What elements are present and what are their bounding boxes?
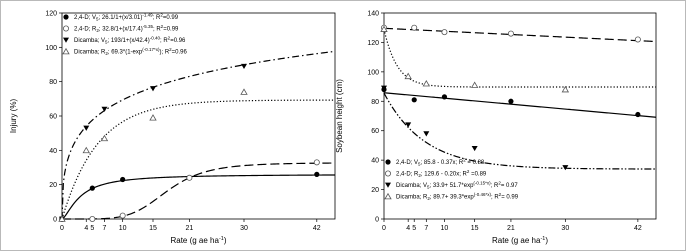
panel2-series-4-point [405, 73, 411, 78]
panel1-series-2-point [120, 213, 125, 218]
panel1-y-tick-label: 60 [49, 113, 57, 121]
panel2-x-tick-label: 42 [633, 225, 642, 232]
panel1-y-tick-label: 20 [49, 182, 57, 190]
panel1-series-1-fit-line [62, 175, 335, 219]
panel2-series-4-fit-line [384, 29, 656, 87]
charts-svg [1, 1, 686, 252]
panel2-series-2-fit-line [384, 28, 656, 41]
panel1-y-tick-label: 0 [53, 216, 57, 224]
panel1-legend-4-label: Dicamba; $R_2$; $69.3*(1-\exp^{(-0.17*x)})$; $R^2=0.96$ [74, 47, 187, 56]
panel2-y-tick-label: 140 [367, 10, 379, 18]
panel2-legend-1-label: 2,4-D; $V_5$; 85.8 - 0.37x; $R^2 = 0.88$ [396, 157, 485, 167]
panel2-legend-3-label: Dicamba; $V_5$; $33.9+ 51.7*\exp^{(-0.15*x)}$; $R^2= 0.97$ [396, 180, 518, 190]
panel2-legend-4-label: Dicamba; $R_2$; $89.7+ 39.3*\exp^{(-0.46*x)}$; $R^2= 0.99$ [396, 192, 519, 201]
panel2-x-tick-label: 0 [382, 225, 386, 232]
panel2-series-4-point [472, 82, 478, 87]
panel1-x-tick-label: 21 [185, 225, 194, 232]
panel1-series-2-point [187, 175, 192, 180]
panel2-x-tick-label: 15 [470, 225, 479, 232]
panel1-x-axis-label: Rate (g ae $ha^{-1}$) [170, 236, 227, 245]
panel2-x-tick-label: 5 [412, 225, 417, 232]
panel2-series-1-fit-line [384, 93, 656, 118]
panel1-series-2-point [90, 216, 95, 221]
panel1-y-axis-label: Injury (%) [9, 98, 18, 134]
panel2-legend-1-marker [385, 159, 390, 164]
panel1-x-tick-label: 4 [84, 225, 89, 232]
panel1-legend-2-label: 2,4-D; $R_2$; $32.8/1+(x/17.4)^{-5.35}$; $R^2=0.99$ [74, 24, 179, 33]
panel2-x-tick-label: 21 [507, 225, 515, 232]
panel2-x-axis-label: Rate (g ae $ha^{-1}$) [491, 236, 549, 245]
panel2-series-1-point [508, 99, 513, 104]
panel2-legend-2-label: 2,4-D; $R_2$; 129.6 - 0.20x; $R^2 =0.89$ [396, 169, 487, 178]
panel1-legend-2-marker [63, 26, 68, 31]
panel1-legend-1-label: 2,4-D; $V_5$; $26.1/1+(x/3.01)^{-1.49}$; $R^2=0.99$ [74, 12, 179, 22]
panel2-x-tick-label: 7 [424, 225, 429, 232]
panel1-series-2-point [314, 160, 319, 165]
panel1-series-3-point [150, 86, 156, 91]
panel2-y-tick-label: 80 [371, 98, 379, 106]
panel2-series-3-point [562, 165, 568, 170]
panel2-series-4-point [423, 81, 429, 86]
panel1-x-tick-label: 5 [90, 225, 95, 232]
panel1-x-tick-label: 15 [149, 225, 157, 232]
panel2-y-tick-label: 0 [375, 216, 379, 224]
panel1-x-tick-label: 7 [102, 225, 107, 232]
panel1-series-4-point [83, 148, 89, 153]
panel1-y-tick-label: 100 [45, 44, 57, 52]
panel2-x-tick-label: 10 [440, 225, 449, 232]
panel2-series-1-point [635, 112, 640, 117]
panel2-series-3-point [423, 131, 429, 136]
panel2-legend-3-marker [385, 183, 391, 188]
panel1-series-3-point [101, 107, 107, 112]
panel1-x-tick-label: 30 [240, 225, 248, 232]
panel2-y-axis-label: Soybean height (cm) [335, 79, 344, 153]
panel2-series-2-point [508, 31, 513, 36]
panel2-series-3-point [472, 146, 478, 151]
panel1-series-3-point [83, 126, 89, 131]
panel1-series-2-fit-line [62, 163, 335, 219]
panel2-x-tick-label: 30 [561, 225, 570, 232]
panel1-series-4-point [241, 89, 247, 94]
panel1-series-4-point [101, 136, 107, 141]
panel1-legend-3-label: Dicamba; $V_5$; $193/1+(x/42.4)^{-0.40}$; $R^2=0.96$ [74, 35, 186, 45]
panel1-x-tick-label: 0 [60, 225, 64, 232]
panel2-series-2-point [635, 37, 640, 42]
panel2-series-2-point [442, 30, 447, 35]
panel1-series-1-point [314, 172, 319, 177]
panel2-legend-2-marker [385, 171, 390, 176]
panel2-series-1-point [442, 94, 447, 99]
panel1-legend-1-marker [63, 14, 68, 19]
panel2-series-2-point [412, 25, 417, 30]
panel2-legend-4-marker [385, 194, 391, 199]
panel1-x-tick-label: 10 [118, 225, 127, 232]
panel1-series-4-fit-line [62, 100, 335, 219]
panel1-x-tick-label: 42 [312, 225, 321, 232]
panel1-y-tick-label: 80 [49, 79, 57, 87]
panel1-series-3-fit-line [62, 51, 335, 219]
panel1-legend-4-marker [63, 49, 69, 54]
panel1-series-1-point [90, 186, 95, 191]
panel2-x-tick-label: 4 [406, 225, 411, 232]
panel1-legend-3-marker [63, 38, 69, 43]
panel2-y-tick-label: 20 [371, 187, 379, 195]
panel2-y-tick-label: 120 [367, 39, 379, 47]
panel1-y-tick-label: 40 [49, 147, 57, 155]
panel1-y-tick-label: 120 [45, 10, 57, 18]
panel2-y-tick-label: 40 [371, 157, 379, 165]
panel1-series-1-point [120, 177, 125, 182]
panel1-series-3-point [241, 64, 247, 69]
panel2-y-tick-label: 60 [371, 128, 379, 136]
panel2-series-1-point [412, 97, 417, 102]
panel2-y-tick-label: 100 [367, 69, 379, 77]
panel1-series-4-point [150, 115, 156, 120]
